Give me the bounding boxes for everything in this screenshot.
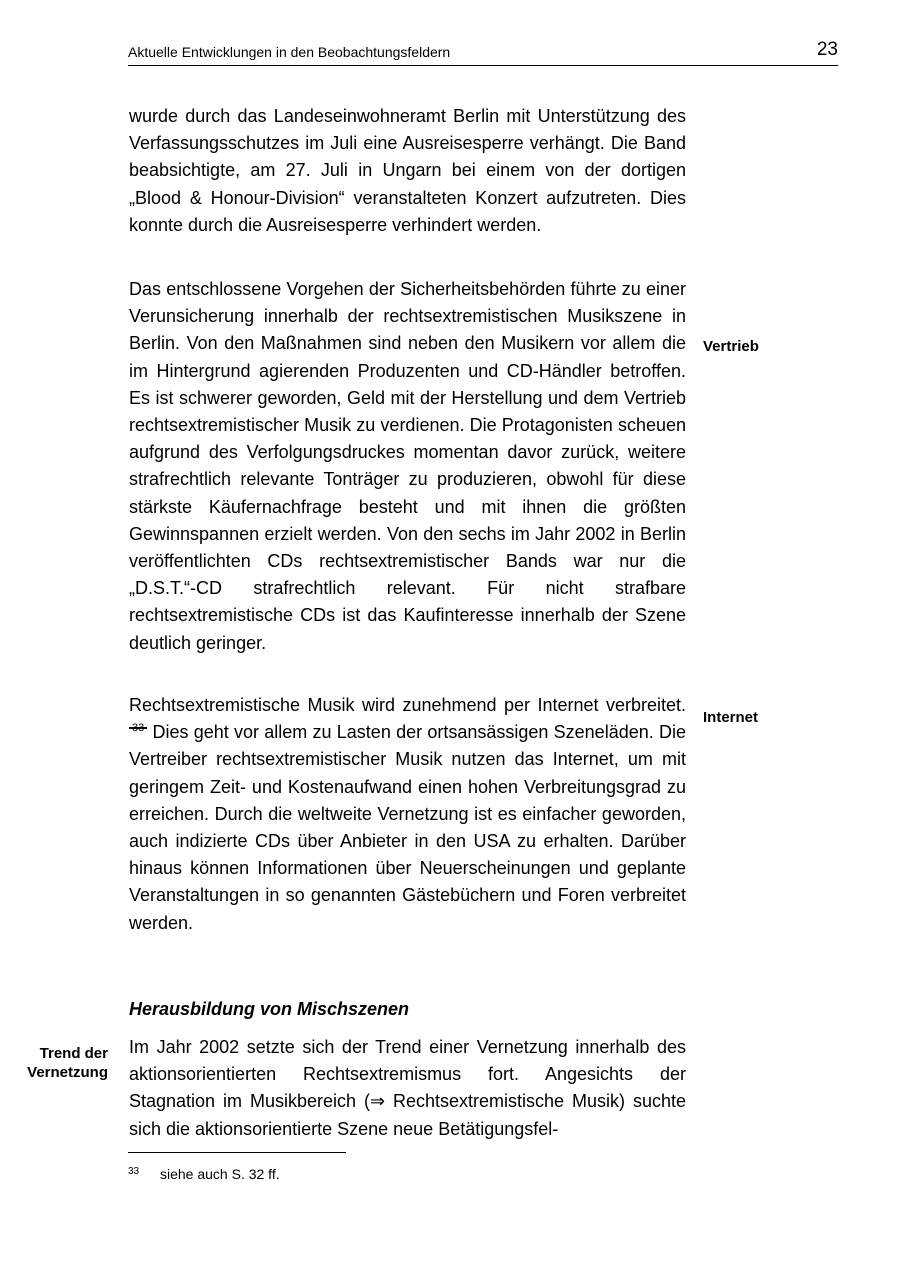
section-subheading: Herausbildung von Mischszenen — [129, 999, 410, 1019]
margin-note-internet: Internet — [703, 709, 759, 726]
page-header — [128, 40, 838, 66]
footnote — [128, 1166, 280, 1182]
paragraph-1: wurde durch das Landeseinwohneramt Berlin mit Unterstützung des Verfassungsschutzes im Juli eine Ausreisesperre verhängt. Die Band beabsichtigte, am 27. Juli in Ungarn bei einem von der dortigen „Blood & Honour-Division“ veranstalteten Konzert aufzutreten. Dies konnte durch die Ausreisesperre verhindert werden. — [129, 106, 686, 235]
footnote-divider — [128, 1152, 346, 1153]
margin-note-vertrieb: Vertrieb — [703, 338, 759, 355]
margin-note-trend-line2: Vernetzung — [27, 1064, 108, 1081]
margin-note-trend-line1: Trend der — [39, 1045, 108, 1062]
footnote-number: 33 — [128, 1166, 140, 1177]
paragraph-3-rest: Dies geht vor allem zu Lasten der ortsansässigen Szeneläden. Die Vertreiber rechtsextremistischer Musik nutzen das Internet, um mit geringem Zeit- und Kostenaufwand einen hohen Verbreitungsgrad zu erreichen. Durch die weltweite Vernetzung ist es einfacher geworden, auch indizierte CDs über Anbieter in den USA zu erhalten. Darüber hinaus können Informationen über Neuerscheinungen und geplante Veranstaltungen in so genannten Gästebüchern und Foren verbreitet werden. — [129, 722, 686, 933]
footnote-reference[interactable]: 33 — [129, 727, 147, 729]
running-title: Aktuelle Entwicklungen in den Beobachtungsfeldern — [128, 44, 451, 60]
margin-note-trend — [27, 1044, 108, 1082]
page-number: 23 — [816, 39, 838, 60]
paragraph-3 — [129, 692, 686, 937]
paragraph-3-start: Rechtsextremistische Musik wird zunehmend per Internet verbreitet. — [129, 695, 686, 715]
paragraph-4: Im Jahr 2002 setzte sich der Trend einer Vernetzung innerhalb des aktionsorientierten Rechtsextremismus fort. Angesichts der Stagnation im Musikbereich (⇒ Rechtsextremistische Musik) suchte sich die aktionsorientierte Szene neue Betätigungsfel- — [129, 1037, 686, 1139]
footnote-text: siehe auch S. 32 ff. — [160, 1166, 280, 1182]
paragraph-2: Das entschlossene Vorgehen der Sicherheitsbehörden führte zu einer Verunsicherung innerhalb der rechtsextremistischen Musikszene in Berlin. Von den Maßnahmen sind neben den Musikern vor allem die im Hintergrund agierenden Produzenten und CD-Händler betroffen. Es ist schwerer geworden, Geld mit der Herstellung und dem Vertrieb rechtsextremistischer Musik zu verdienen. Die Protagonisten scheuen aufgrund des Verfolgungsdruckes momentan davor zurück, weitere strafrechtlich relevante Tonträger zu produzieren, obwohl für diese stärkste Käufernachfrage besteht und mit ihnen die größten Gewinnspannen erzielt werden. Von den sechs im Jahr 2002 in Berlin veröffentlichten CDs rechtsextremistischer Bands war nur die „D.S.T.“-CD strafrechtlich relevant. Für nicht strafbare rechtsextremistische CDs ist das Kaufinteresse innerhalb der Szene deutlich geringer. — [129, 279, 686, 653]
